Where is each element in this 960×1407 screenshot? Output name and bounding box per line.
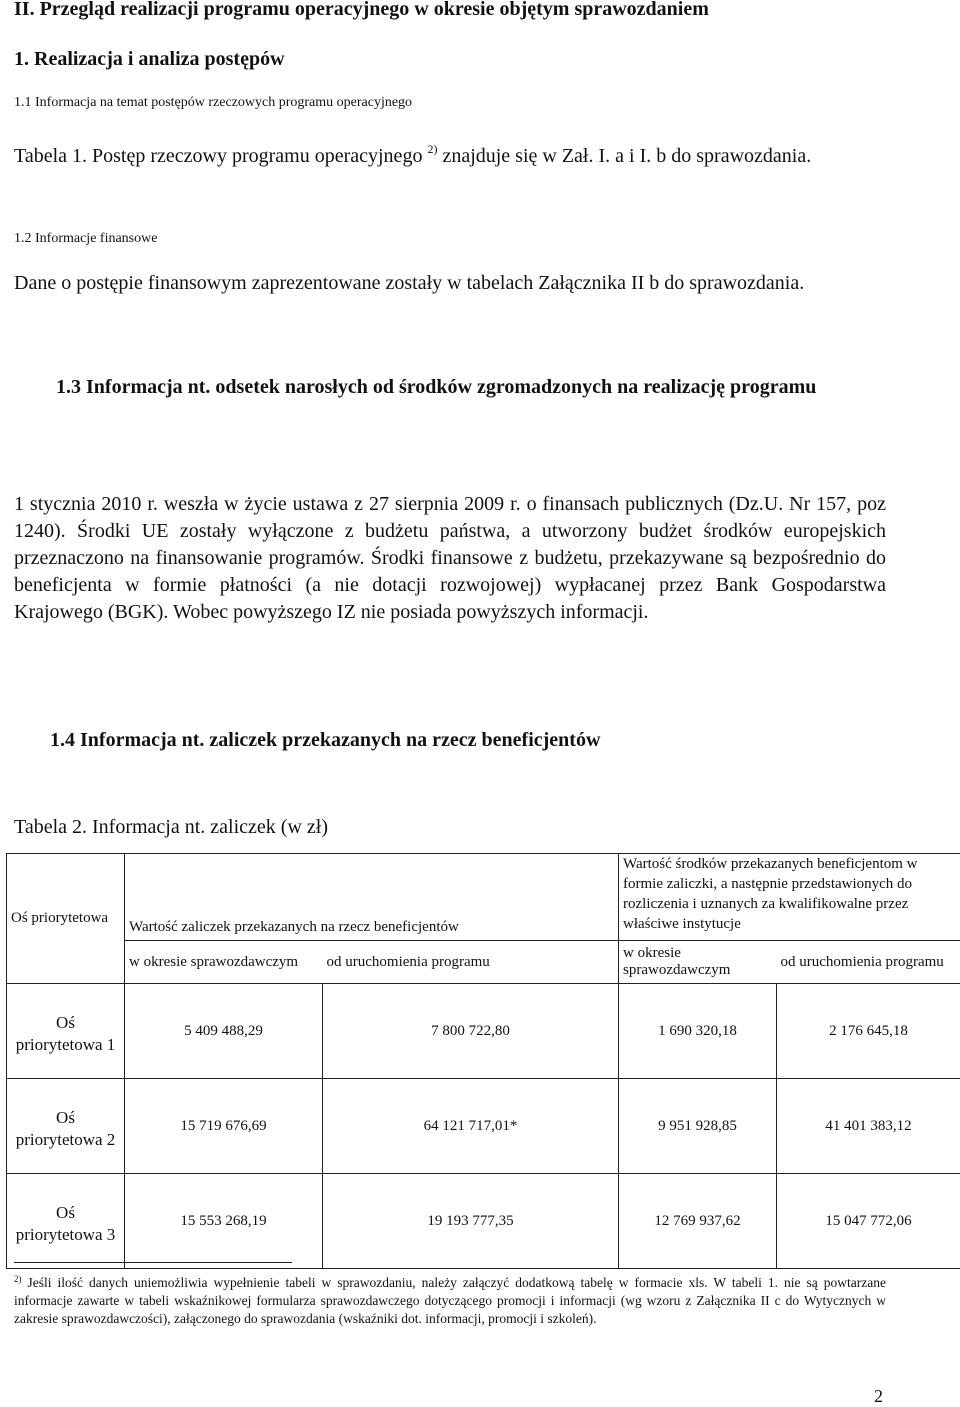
footnote-marker: 2): [14, 1274, 22, 1284]
value-cell: 12 769 937,62: [619, 1174, 777, 1269]
header-group-advances: Wartość zaliczek przekazanych na rzecz beneficjentów: [125, 854, 619, 941]
subheading-1-2: 1.2 Informacje finansowe: [14, 231, 158, 246]
header-since-start-g2: od uruchomienia programu: [777, 941, 960, 984]
value-cell: 41 401 383,12: [777, 1079, 960, 1174]
table-row: [7, 1174, 960, 1269]
axis-cell: Oś priorytetowa 1: [7, 984, 125, 1079]
subheading-1-3: 1.3 Informacja nt. odsetek narosłych od środków zgromadzonych na realizację programu: [56, 376, 817, 398]
paragraph-table1-reference: [14, 136, 886, 170]
footnote: [14, 1270, 886, 1328]
value-cell: 15 047 772,06: [777, 1174, 960, 1269]
footnote-ref[interactable]: 2): [427, 142, 438, 156]
advances-table: [6, 853, 960, 1269]
table-header-row: [7, 854, 960, 941]
header-since-start-g1: od uruchomienia programu: [323, 941, 619, 984]
value-cell: 2 176 645,18: [777, 984, 960, 1079]
subheading-1-1: 1.1 Informacja na temat postępów rzeczowych programu operacyjnego: [14, 95, 413, 110]
paragraph-financial-progress: Dane o postępie finansowym zaprezentowane zostały w tabelach Załącznika II b do sprawozdania.: [14, 272, 805, 294]
page-number: 2: [874, 1386, 883, 1406]
axis-cell: Oś priorytetowa 3: [7, 1174, 125, 1269]
p1-text-before: Tabela 1. Postęp rzeczowy programu operacyjnego: [14, 145, 423, 167]
value-cell: 64 121 717,01*: [323, 1079, 619, 1174]
table-caption: Tabela 2. Informacja nt. zaliczek (w zł): [14, 816, 328, 838]
value-cell: 15 719 676,69: [125, 1079, 323, 1174]
value-cell: 5 409 488,29: [125, 984, 323, 1079]
footnote-text: Jeśli ilość danych uniemożliwia wypełnienie tabeli w sprawozdaniu, należy załączyć dodatkową tabelę w formacie xls. W tabeli 1. nie są powtarzane informacje zawarte w tabeli wskaźnikowej formularza sprawozdawczego dotyczącego promocji i informacji (wg wzoru z Załącznika II c do Wytycznych w zakresie sprawozdawczości), załączonego do sprawozdania (wskaźniki dot. informacji, promocji i szkoleń).: [14, 1275, 886, 1326]
value-cell: 9 951 928,85: [619, 1079, 777, 1174]
table-subheader-row: [7, 941, 960, 984]
table-row: [7, 1079, 960, 1174]
header-period-g1: w okresie sprawozdawczym: [125, 941, 323, 984]
axis-cell: Oś priorytetowa 2: [7, 1079, 125, 1174]
header-group-settled: Wartość środków przekazanych beneficjentom w formie zaliczki, a następnie przedstawionych do rozliczenia i uznanych za kwalifikowalne przez właściwe instytucje: [619, 854, 960, 941]
paragraph-interest-info: 1 stycznia 2010 r. weszła w życie ustawa z 27 sierpnia 2009 r. o finansach publicznych (Dz.U. Nr 157, poz 1240). Środki UE zostały wyłączone z budżetu państwa, a utworzony budżet środków europejskich przeznaczono na finansowanie programów. Środki finansowe z budżetu, przekazywane są bezpośrednio do beneficjenta w formie płatności (a nie dotacji rozwojowej) wypłacanej przez Bank Gospodarstwa Krajowego (BGK). Wobec powyższego IZ nie posiada powyższych informacji.: [14, 493, 886, 623]
table-row: [7, 984, 960, 1079]
header-axis: Oś priorytetowa: [7, 854, 125, 984]
footnote-divider: [14, 1262, 292, 1263]
value-cell: 7 800 722,80: [323, 984, 619, 1079]
value-cell: 15 553 268,19: [125, 1174, 323, 1269]
value-cell: 1 690 320,18: [619, 984, 777, 1079]
header-period-g2: w okresie sprawozdawczym: [619, 941, 777, 984]
value-cell: 19 193 777,35: [323, 1174, 619, 1269]
subheading-1-4: 1.4 Informacja nt. zaliczek przekazanych na rzecz beneficjentów: [50, 729, 601, 751]
subsection-title: 1. Realizacja i analiza postępów: [14, 48, 285, 70]
p1-text-after: znajduje się w Zał. I. a i I. b do sprawozdania.: [437, 145, 812, 167]
section-title: II. Przegląd realizacji programu operacyjnego w okresie objętym sprawozdaniem: [14, 0, 709, 20]
